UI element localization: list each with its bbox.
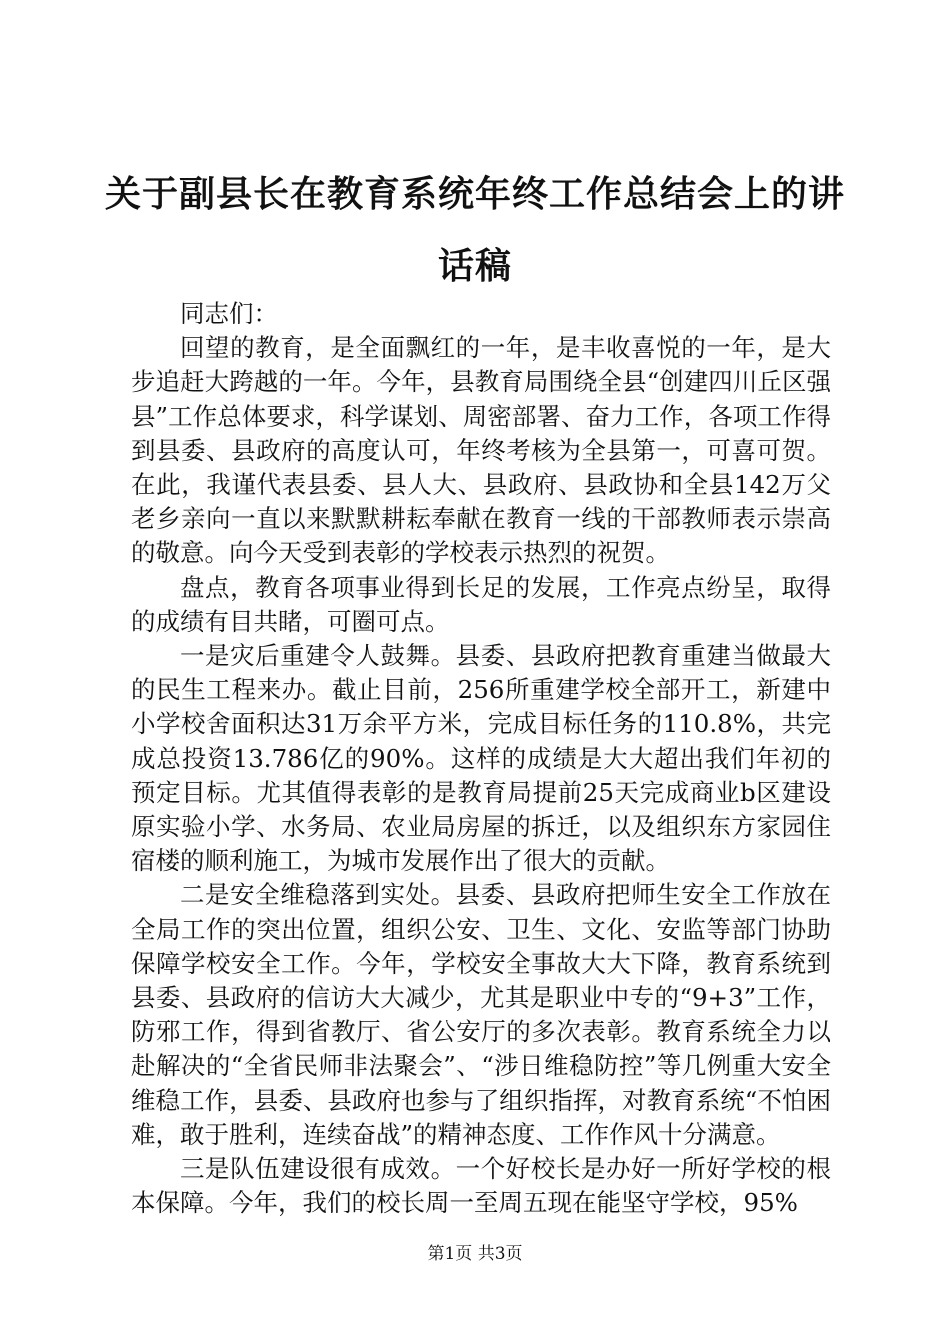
salutation: 同志们： — [180, 299, 278, 328]
paragraph-summary: 盘点，教育各项事业得到长足的发展，工作亮点纷呈，取得的成绩有目共睹，可圈可点。 — [131, 572, 831, 636]
paragraph-safety: 二是安全维稳落到实处。县委、县政府把师生安全工作放在全局工作的突出位置，组织公安、卫生、文化、安监等部门协助保障学校安全工作。今年，学校安全事故大大下降，教育系统到县委、县政府的信访大大减少，尤其是职业中专的“9+3”工作，防邪工作，得到省教厅、省公安厅的多次表彰。教育系统全力以赴解决的“全省民师非法聚会”、“涉日维稳防控”等几例重大安全维稳工作，县委、县政府也参与了组织指挥，对教育系统“不怕困难，敢于胜利，连续奋战”的精神态度、工作作风十分满意。 — [131, 880, 831, 1149]
page-footer: 第1页 共3页 — [427, 1244, 523, 1264]
paragraph-reconstruction: 一是灾后重建令人鼓舞。县委、县政府把教育重建当做最大的民生工程来办。截止目前，256所重建学校全部开工，新建中小学校舍面积达31万余平方米，完成目标任务的110.8%，共完成总投资13.786亿的90%。这样的成绩是大大超出我们年初的预定目标。尤其值得表彰的是教育局提前25天完成商业b区建设原实验小学、水务局、农业局房屋的拆迁，以及组织东方家园住宿楼的顺利施工，为城市发展作出了很大的贡献。 — [131, 641, 831, 876]
document-title: 关于副县长在教育系统年终工作总结会上的讲话稿 — [104, 173, 845, 287]
document-body — [131, 297, 831, 1220]
paragraph-review: 回望的教育，是全面飘红的一年，是丰收喜悦的一年，是大步追赶大跨越的一年。今年，县教育局围绕全县“创建四川丘区强县”工作总体要求，科学谋划、周密部署、奋力工作，各项工作得到县委、县政府的高度认可，年终考核为全县第一，可喜可贺。在此，我谨代表县委、县人大、县政府、县政协和全县142万父老乡亲向一直以来默默耕耘奉献在教育一线的干部教师表示崇高的敬意。向今天受到表彰的学校表示热烈的祝贺。 — [131, 333, 831, 568]
paragraph-team-building: 三是队伍建设很有成效。一个好校长是办好一所好学校的根本保障。今年，我们的校长周一至周五现在能坚守学校，95% — [131, 1154, 831, 1218]
